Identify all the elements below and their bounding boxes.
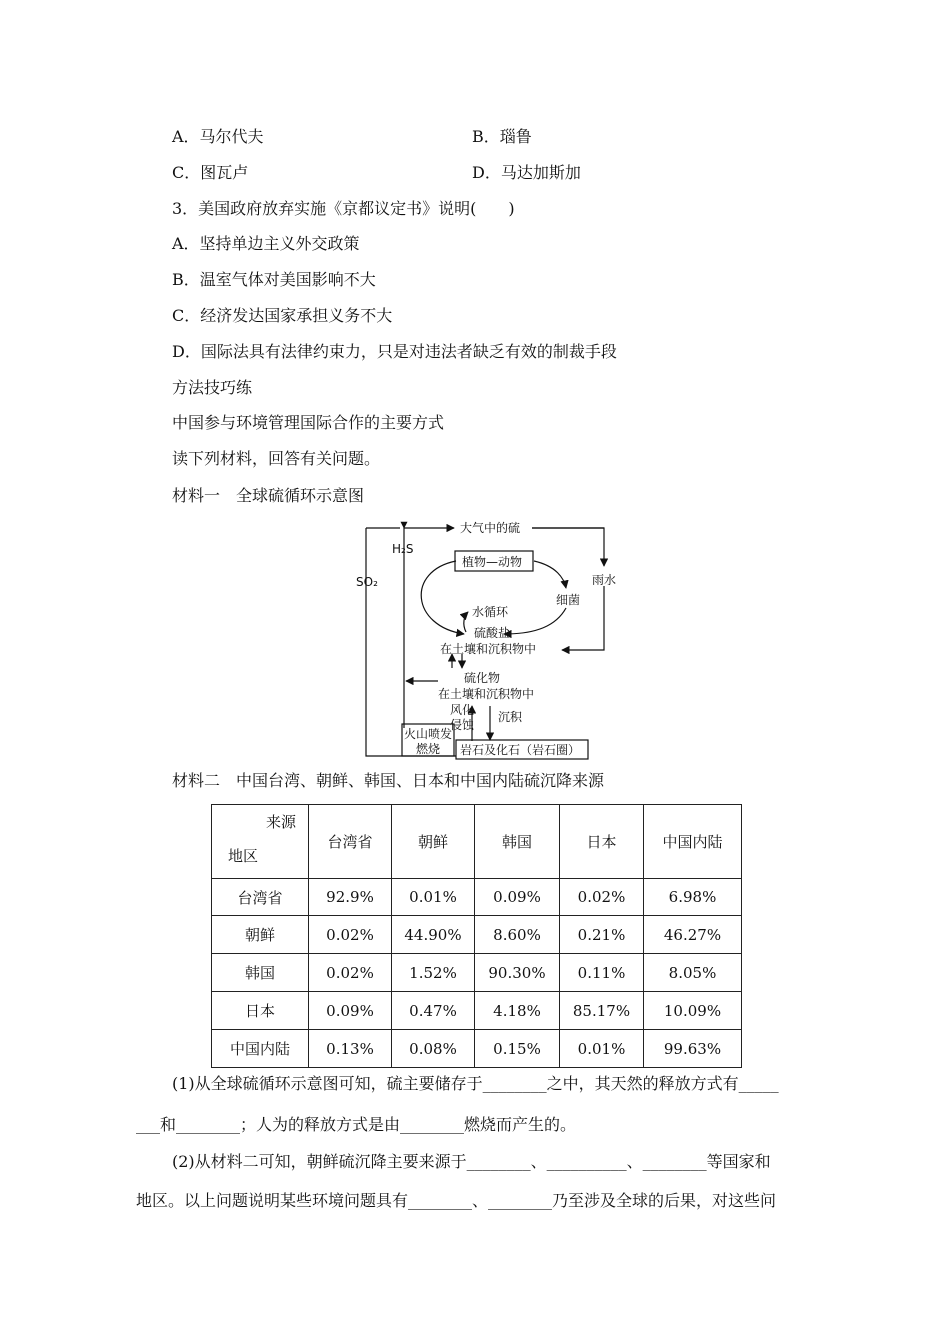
table-row [212, 879, 742, 916]
water-cycle-arc [464, 612, 468, 632]
table-header-row [212, 805, 742, 879]
sulfur-deposition-table [211, 804, 742, 1068]
table-cell: 0.47% [392, 992, 475, 1030]
row-region: 日本 [212, 992, 309, 1030]
material-2-caption: 材料二 中国台湾、朝鲜、韩国、日本和中国内陆硫沉降来源 [172, 771, 605, 790]
label-bacteria: 细菌 [556, 593, 581, 607]
table-cell: 4.18% [475, 992, 560, 1030]
label-rocks: 岩石及化石（岩石圈） [460, 743, 581, 757]
q3-option-b: B．温室气体对美国影响不大 [172, 270, 376, 289]
header-source: 来源 [265, 813, 296, 831]
table-cell: 8.05% [644, 954, 742, 992]
q3-option-c: C．经济发达国家承担义务不大 [172, 306, 393, 325]
column-header: 朝鲜 [392, 805, 475, 879]
question-1-line-2: ___和________；人为的释放方式是由________燃烧而产生的。 [136, 1115, 577, 1134]
table-cell: 90.30% [475, 954, 560, 992]
label-burning: 燃烧 [416, 742, 441, 756]
table-cell: 44.90% [392, 916, 475, 954]
table-cell: 0.15% [475, 1030, 560, 1068]
table-cell: 46.27% [644, 916, 742, 954]
table-row [212, 954, 742, 992]
question-1-line-1: (1)从全球硫循环示意图可知，硫主要储存于________之中，其天然的释放方式有_____ [172, 1074, 779, 1093]
label-sulfate: 硫酸盐 [474, 626, 511, 640]
label-weathering-2: 侵蚀 [450, 718, 475, 732]
table-row [212, 916, 742, 954]
label-volcano: 火山喷发 [404, 727, 453, 741]
question-2-line-1: (2)从材料二可知，朝鲜硫沉降主要来源于________、__________、________等国家和 [172, 1152, 771, 1171]
label-plants: 植物—动物 [462, 555, 523, 569]
question-3-stem: 3．美国政府放弃实施《京都议定书》说明( ) [172, 199, 515, 218]
header-region: 地区 [228, 847, 259, 865]
arrow-to-rain [532, 528, 604, 566]
option-c: C．图瓦卢 [172, 163, 249, 182]
table-cell: 0.08% [392, 1030, 475, 1068]
section-title: 方法技巧练 [172, 378, 253, 397]
option-a: A．马尔代夫 [172, 127, 264, 146]
table-cell: 0.13% [309, 1030, 392, 1068]
label-deposition: 沉积 [498, 710, 523, 724]
label-atmosphere: 大气中的硫 [460, 521, 521, 535]
table-cell: 0.09% [475, 879, 560, 916]
table-cell: 8.60% [475, 916, 560, 954]
label-so2: SO₂ [356, 575, 378, 589]
table-row [212, 1030, 742, 1068]
question-2-line-2: 地区。以上问题说明某些环境问题具有________、________乃至涉及全球的后果，对这些问 [136, 1191, 777, 1210]
label-h2s: H₂S [392, 542, 414, 556]
column-header: 日本 [560, 805, 644, 879]
label-soil-2: 在土壤和沉积物中 [438, 687, 535, 701]
table-cell: 1.52% [392, 954, 475, 992]
table-cell: 0.01% [392, 879, 475, 916]
table-cell: 0.02% [309, 916, 392, 954]
table-cell: 0.01% [560, 1030, 644, 1068]
table-cell: 99.63% [644, 1030, 742, 1068]
row-region: 韩国 [212, 954, 309, 992]
table-cell: 10.09% [644, 992, 742, 1030]
bacteria-to-sulfate [504, 608, 566, 634]
table-corner-header [212, 805, 309, 879]
table-cell: 6.98% [644, 879, 742, 916]
label-water-cycle: 水循环 [472, 605, 509, 619]
table-row [212, 992, 742, 1030]
column-header: 中国内陆 [644, 805, 742, 879]
table-cell: 0.11% [560, 954, 644, 992]
row-region: 中国内陆 [212, 1030, 309, 1068]
table-cell: 85.17% [560, 992, 644, 1030]
instruction: 读下列材料，回答有关问题。 [172, 449, 381, 468]
material-1-caption: 材料一 全球硫循环示意图 [172, 486, 365, 505]
sulfur-cycle-diagram [356, 516, 617, 760]
cycle-left-arc [421, 561, 464, 634]
label-sulfide: 硫化物 [464, 671, 501, 685]
column-header: 台湾省 [309, 805, 392, 879]
table-cell: 0.02% [309, 954, 392, 992]
column-header: 韩国 [475, 805, 560, 879]
table-cell: 0.02% [560, 879, 644, 916]
option-b: B．瑙鲁 [472, 127, 532, 146]
row-region: 朝鲜 [212, 916, 309, 954]
table-cell: 92.9% [309, 879, 392, 916]
table-cell: 0.21% [560, 916, 644, 954]
label-weathering-1: 风化 [450, 703, 475, 717]
row-region: 台湾省 [212, 879, 309, 916]
label-soil-1: 在土壤和沉积物中 [440, 642, 537, 656]
section-topic: 中国参与环境管理国际合作的主要方式 [172, 413, 445, 432]
label-rain: 雨水 [592, 573, 617, 587]
q3-option-a: A．坚持单边主义外交政策 [172, 234, 360, 253]
arrow-to-bacteria [534, 561, 566, 588]
q3-option-d: D．国际法具有法律约束力，只是对违法者缺乏有效的制裁手段 [172, 342, 617, 361]
option-d: D．马达加斯加 [472, 163, 581, 182]
table-cell: 0.09% [309, 992, 392, 1030]
